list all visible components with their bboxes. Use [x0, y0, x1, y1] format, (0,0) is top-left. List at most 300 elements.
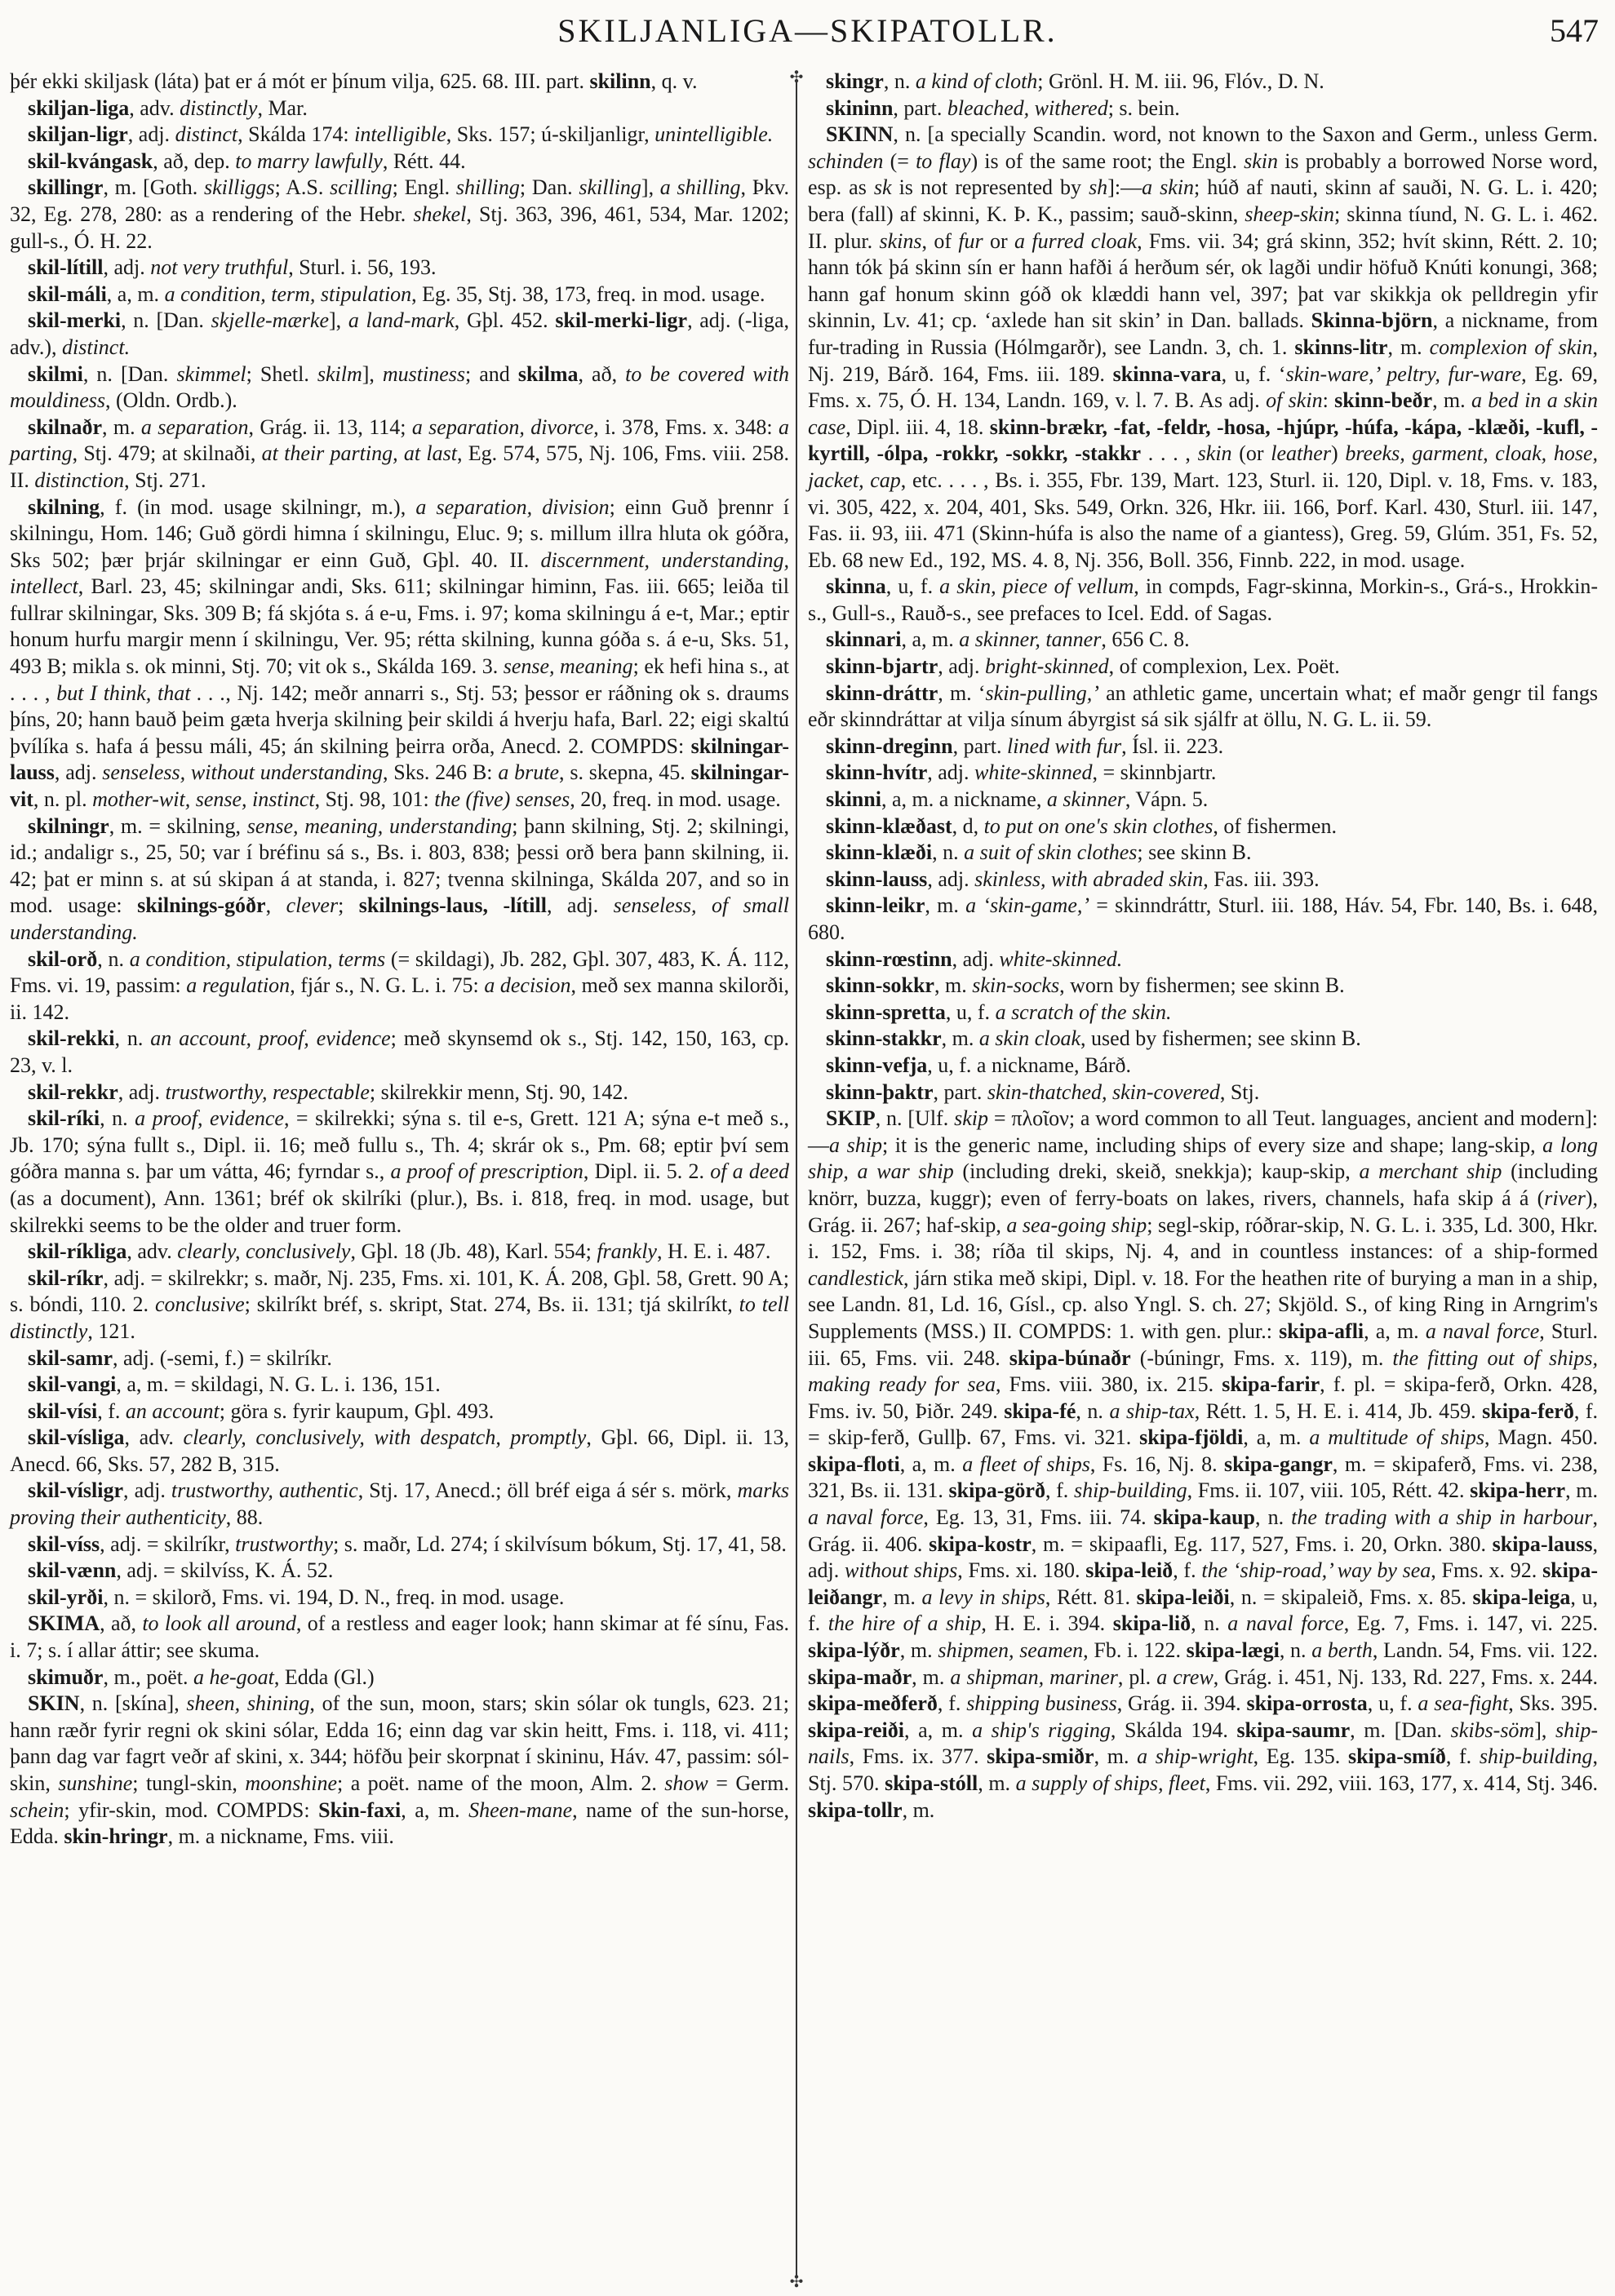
definition: a naval force [808, 1505, 924, 1530]
entry-text: , m. [882, 1585, 922, 1609]
headword: skin-hringr [64, 1824, 168, 1849]
headword: skinn-brækr, -fat, -feldr, -hosa, -hjúpr, -húfa, -kápa, -klæði, -kufl, -kyrtill, -ólpa, -rokkr, -sokkr, -stakkr [808, 414, 1598, 466]
entry-text: , 88. [225, 1505, 264, 1530]
headword: SKINN [826, 122, 894, 147]
headword: skil-samr [28, 1345, 113, 1370]
definition: a proof of prescription [390, 1159, 583, 1184]
dictionary-entry [10, 1106, 789, 1239]
headword: skilnings-góðr [137, 893, 266, 918]
definition: a kind of cloth [915, 69, 1038, 93]
entry-text: , adj. (-liga, adv.), [10, 308, 789, 359]
entry-text: , m. = skipaafli, Eg. 117, 527, Fms. i. 20, Orkn. 380. [1031, 1531, 1493, 1556]
definition: a separation [140, 414, 249, 439]
entry-text: , adv. [124, 1425, 184, 1450]
entry-text: is probably a borrowed Norse word, esp. as [808, 148, 1598, 200]
dictionary-entry [10, 1664, 789, 1691]
definition: the ‘ship-road,’ way by sea [1201, 1558, 1431, 1583]
entry-text: ; ek hefi hina s., at . . . , [10, 654, 789, 705]
entry-text: , Fms. xi. 180. [957, 1558, 1086, 1583]
entry-text: , n. [1255, 1505, 1292, 1530]
headword: skil-vísi [28, 1398, 98, 1423]
headword: skipa-farir [1222, 1372, 1320, 1397]
definition: a decision [484, 973, 571, 998]
entry-text: , Sturl. iii. 65, Fms. vii. 248. [808, 1319, 1598, 1370]
entry-text: , Fms. x. 92. [1431, 1558, 1543, 1583]
headword: skinn-stakkr [826, 1026, 942, 1051]
definition: a ship-wright [1137, 1744, 1253, 1769]
entry-text: , u, f. ‘ [1221, 361, 1286, 386]
definition: skin-ware,’ peltry, fur-ware [1285, 361, 1522, 386]
entry-text: ; einn Guð þrennr í skilningu, Hom. 146; Guð gördi himna í skilningu, Eluc. 9; s. millum illra hluta ok góðra, Sks 502; þær þrjár skilningar er einn Guð, Gþl. 40. II. [10, 494, 789, 572]
headword: skipa-fjöldi [1139, 1425, 1244, 1450]
definition: show [664, 1771, 708, 1795]
entry-text: ; and [465, 361, 518, 386]
definition: to put on one's skin clothes [983, 813, 1213, 838]
definition: unintelligible. [654, 122, 774, 147]
entry-text: , m. [102, 414, 141, 439]
headword: skil-vísligr [28, 1478, 124, 1503]
entry-text: , m. ‘ [938, 680, 986, 705]
entry-text: , adj. [546, 893, 614, 918]
right-column [808, 69, 1598, 1824]
entry-text: , a, m. = skildagi, N. G. L. i. 136, 151. [116, 1372, 441, 1397]
definition: a naval force [1425, 1319, 1540, 1343]
entry-text: , part. [933, 1079, 987, 1104]
definition: river [1544, 1186, 1586, 1210]
dictionary-entry [10, 122, 789, 148]
entry-text: ; Dan. [519, 175, 579, 200]
entry-text: , m. [925, 893, 966, 918]
entry-text: , Mar. [257, 95, 308, 120]
definition: candlestick [808, 1265, 903, 1290]
entry-text: , a, m. [106, 281, 165, 306]
entry-text: , u, f. a nickname, Bárð. [927, 1053, 1132, 1077]
entry-text: , m. = skilning, [109, 813, 247, 838]
entry-text: , f. [1173, 1558, 1202, 1583]
entry-text: , adv. [129, 95, 180, 120]
entry-text: , adj. (-semi, f.) = skilríkr. [113, 1345, 332, 1370]
headword: skil-lítill [28, 255, 104, 280]
definition: without ships [845, 1558, 958, 1583]
entry-text: ; Engl. [392, 175, 456, 200]
headword: skilnings-laus, -lítill [358, 893, 547, 918]
entry-text: ; þann skilning, Stj. 2; skilningi, id.; andaligr s., 25, 50; var í bréfinu sá s., Bs. i. 803, 838; þessi orð bera þann skilning, ii. 42; þat er minn s. at sú skipan á at standa, i. 827; tvenna skilninga, Skálda 207, and so in mod. usage: [10, 813, 789, 918]
entry-text: or [983, 228, 1015, 253]
headword: skinn-beðr [1334, 388, 1433, 413]
column-divider [796, 82, 797, 2276]
definition: shipping business [966, 1691, 1117, 1716]
headword: skipa-tollr [808, 1797, 903, 1822]
entry-text: , part. [893, 95, 947, 120]
headword: skipa-gangr [1223, 1452, 1333, 1476]
definition: bright-skinned [985, 654, 1109, 679]
definition: sunshine [58, 1771, 133, 1795]
headword: skipa-leiðangr [808, 1558, 1598, 1609]
entry-text: , adj. [118, 1079, 166, 1104]
entry-text: ; it is the generic name, including ships of every size and shape; lang-skip, [881, 1132, 1543, 1157]
definition: the (five) senses [434, 787, 570, 812]
definition: a fleet of ships [962, 1452, 1090, 1476]
entry-text: , n. [1191, 1611, 1228, 1636]
definition: a naval force [1227, 1611, 1344, 1636]
headword: skinn-dreginn [826, 734, 953, 758]
entry-text: , m. [912, 1664, 951, 1689]
headword: skinnari [826, 627, 902, 652]
entry-text: , [265, 893, 286, 918]
dictionary-entry [808, 1053, 1598, 1079]
definition: a sea-fight [1418, 1691, 1509, 1716]
dictionary-entry [10, 281, 789, 308]
entry-text: , Edda (Gl.) [273, 1664, 375, 1689]
entry-text: , m. = skipaferð, Fms. vi. 238, 321, Bs. ii. 131. [808, 1452, 1599, 1503]
entry-text: , Stj. 363, 396, 461, 534, Mar. 1202; gull-s., Ó. H. 22. [10, 202, 789, 253]
entry-text: , u, f. [885, 574, 940, 599]
dictionary-entry [10, 361, 789, 414]
entry-text: , f. [937, 1691, 967, 1716]
entry-text: : [1322, 388, 1335, 413]
entry-text: , adj. [938, 654, 986, 679]
headword: skilningar-vit [10, 760, 789, 812]
entry-text: ; segl-skip, róðrar-skip, N. G. L. i. 335, Ld. 300, Hkr. i. 152, Fms. i. 38; ríða til skips, Nj. 4, and in countless instances: of a ship-formed [808, 1212, 1598, 1264]
headword: skil-máli [28, 281, 107, 306]
headword: skinn-klæðast [826, 813, 952, 838]
definition: distinction [34, 468, 125, 492]
definition: shekel [413, 202, 467, 226]
entry-text: , u, f. [945, 1000, 996, 1024]
entry-text: ; Shetl. [246, 361, 317, 386]
entry-text: ; s. maðr, Ld. 274; í skilvísum bókum, Stj. 17, 41, 58. [333, 1531, 787, 1556]
divider-ornament-bottom-icon: ✣ [789, 2273, 804, 2291]
entry-text: , Fms. vii. 292, viii. 163, 177, x. 414, Stj. 346. [1205, 1771, 1598, 1795]
entry-text: is not represented by [891, 175, 1089, 200]
entry-text: , að, [578, 361, 626, 386]
definition: lined with fur [1007, 734, 1122, 758]
definition: a sea-going ship [1006, 1212, 1147, 1237]
definition: clever [286, 893, 339, 918]
entry-text: ), Grág. ii. 267; haf-skip, [808, 1186, 1598, 1237]
entry-text: , etc. . . . , Bs. i. 355, Fbr. 139, Mart. 123, Sturl. ii. 120, Dipl. v. 18, Fms. v. 183, vi. 305, 422, x. 204, 401, Sks. 549, Orkn. 326, Hkr. iii. 166, Þorf. Karl. 430, Sturl. iii. 147, Fas. ii. 93, iii. 471 (Skinn-húfa is also the name of a giantess), Greg. 59, Glúm. 351, Fs. 52, Eb. 68 new Ed., 192, MS. 4. 8, Nj. 356, Boll. 356, Finnb. 222, in mod. usage. [808, 468, 1599, 572]
definition: clearly, conclusively [177, 1239, 351, 1264]
dictionary-entry [808, 69, 1598, 95]
definition: a separation, division [415, 494, 610, 519]
dictionary-entry [808, 627, 1598, 654]
dictionary-entry [10, 1372, 789, 1398]
definition: skilliggs [203, 175, 275, 200]
entry-text: , a, m. [1364, 1319, 1426, 1343]
definition: bleached, withered [947, 95, 1108, 120]
headword: skipa-lauss [1492, 1531, 1593, 1556]
entry-text: , m. [899, 1638, 938, 1663]
headword: SKIN [28, 1691, 80, 1716]
entry-text: , n. [97, 946, 130, 971]
dictionary-entry [808, 574, 1598, 627]
definition: senseless, of small understanding. [10, 893, 789, 944]
headword: skilningr [28, 813, 109, 838]
definition: Sheen-mane [468, 1797, 573, 1822]
dictionary-entry [10, 1558, 789, 1585]
headword: SKIMA [28, 1611, 100, 1636]
definition: mustiness [382, 361, 466, 386]
dictionary-entry [10, 1026, 789, 1079]
definition: ship-nails [808, 1718, 1598, 1769]
dictionary-entry [808, 680, 1598, 734]
headword: skipa-meðferð [808, 1691, 938, 1716]
headword: skil-merki-ligr [555, 308, 688, 333]
entry-text: , Gþl. 18 (Jb. 48), Karl. 554; [350, 1239, 597, 1264]
dictionary-entry [808, 973, 1598, 1000]
entry-text: , H. E. i. 487. [656, 1239, 771, 1264]
headword: skipa-kostr [929, 1531, 1032, 1556]
entry-text: , Gþl. 66, Dipl. ii. 13, Anecd. 66, Sks. 57, 282 B, 315. [10, 1425, 790, 1476]
headword: skipa-reiði [808, 1718, 904, 1742]
definition: scilling [330, 175, 393, 200]
entry-text: ]:— [1107, 175, 1142, 200]
entry-text: , Magn. 450. [1484, 1425, 1598, 1450]
entry-text: = Germ. [708, 1771, 790, 1795]
definition: a skinner [1046, 787, 1125, 812]
headword: skilma [517, 361, 579, 386]
definition: skinless, with abraded skin [974, 867, 1204, 891]
entry-text: , með sex manna skilorði, ii. 142. [10, 973, 789, 1024]
entry-text: , d, [952, 813, 984, 838]
headword: skinn-vefja [826, 1053, 928, 1077]
definition: the hire of a ship [827, 1611, 982, 1636]
dictionary-entry [808, 1000, 1598, 1026]
headword: skipa-herr [1470, 1478, 1566, 1503]
entry-text: , n. [1076, 1398, 1110, 1423]
dictionary-entry [808, 1026, 1598, 1053]
dictionary-entry [10, 148, 789, 175]
entry-text: , = skilrekki; sýna s. til e-s, Grett. 121 A; sýna e-t með s., Jb. 170; sýna fullt s., Dipl. ii. 16; með fullu s., Th. 4; skrár ok s., Pm. 68; eptir því sem góðra manna s. þar um vátta, 46; fyrndar s., [10, 1106, 789, 1184]
entry-text: , of [921, 228, 959, 253]
entry-text: , H. E. i. 394. [981, 1611, 1113, 1636]
headword: skipa-fé [1004, 1398, 1076, 1423]
definition: skin-socks [972, 973, 1060, 998]
entry-text: , u, f. [1367, 1691, 1418, 1716]
definition: intelligible [354, 122, 446, 147]
entry-text: , f. = skip-ferð, Gullþ. 67, Fms. vi. 321. [808, 1398, 1598, 1450]
entry-text: , að, [100, 1611, 143, 1636]
definition: a berth [1311, 1638, 1373, 1663]
headword: skipa-leiði [1136, 1585, 1230, 1609]
headword: skil-rekkr [28, 1079, 118, 1104]
entry-text: , 20, freq. in mod. usage. [570, 787, 781, 812]
definition: sheep-skin [1245, 202, 1335, 226]
definition: white-skinned [974, 760, 1093, 785]
dictionary-entry [808, 1106, 1598, 1824]
entry-text: , part. [952, 734, 1008, 758]
headword: skinn-spretta [826, 1000, 946, 1024]
dictionary-entry [10, 1079, 789, 1106]
entry-text: , Eg. 574, 575, Nj. 106, Fms. viii. 258. II. [10, 441, 789, 492]
entry-text: , Grág. i. 451, Nj. 133, Rd. 227, Fms. x. 244. [1213, 1664, 1598, 1689]
headword: skipa-leið [1085, 1558, 1174, 1583]
entry-text: ) [1330, 441, 1346, 466]
entry-text: , Fb. i. 122. [1083, 1638, 1187, 1663]
headword: skinn-hvítr [826, 760, 928, 785]
entry-text: , m. [1387, 335, 1430, 359]
definition: to marry lawfully [235, 148, 383, 173]
entry-text: , Stj. 98, 101: [314, 787, 435, 812]
entry-text: ; með skynsemd ok s., Stj. 142, 150, 163, cp. 23, v. l. [10, 1026, 789, 1077]
definition: a proof, evidence [135, 1106, 284, 1131]
entry-text: , m. [934, 973, 973, 998]
entry-text: , adj. = skilrekkr; s. maðr, Nj. 235, Fms. xi. 101, K. Á. 208, Gþl. 58, Grett. 90 A; s. bóndi, 110. 2. [10, 1265, 789, 1317]
entry-text: , fjár s., N. G. L. i. 75: [290, 973, 485, 998]
entry-text: , adj. [952, 946, 1000, 971]
entry-text: , Stj. 17, Anecd.; öll bréf eiga á sér s. mörk, [357, 1478, 738, 1503]
definition: schinden [808, 148, 884, 173]
headword: skil-víss [28, 1531, 100, 1556]
definition: ship-building [1073, 1478, 1187, 1503]
definition: skin-pulling,’ [985, 680, 1099, 705]
headword: skinn-klæði [826, 840, 933, 865]
definition: ship-building [1479, 1744, 1593, 1769]
headword: skipa-lið [1112, 1611, 1191, 1636]
entry-text: , n. pl. [33, 787, 93, 812]
definition: a he-goat [193, 1664, 274, 1689]
entry-text: , Þkv. 32, Eg. 278, 280: as a rendering of the Hebr. [10, 175, 789, 226]
definition: trustworthy, respectable [165, 1079, 370, 1104]
definition: skins [879, 228, 922, 253]
dictionary-entry [10, 308, 789, 361]
entry-text: , n. [932, 840, 965, 865]
headword: skilmi [28, 361, 83, 386]
entry-text: , m. a nickname, Fms. viii. [167, 1824, 394, 1849]
headword: skil-yrði [28, 1585, 104, 1609]
definition: fur [958, 228, 983, 253]
headword: Skinna-björn [1311, 308, 1433, 333]
entry-text: , Fs. 16, Nj. 8. [1089, 1452, 1224, 1476]
headword: Skin-faxi [318, 1797, 402, 1822]
definition: a parting [10, 414, 789, 466]
definition: a land-mark [348, 308, 455, 333]
definition: skin-thatched, skin-covered [987, 1079, 1220, 1104]
entry-text: , að, dep. [153, 148, 236, 173]
definition: mother-wit, sense, instinct [92, 787, 315, 812]
definition: sense, meaning [503, 654, 633, 679]
entry-text: , Sturl. i. 56, 193. [288, 255, 437, 280]
definition: trustworthy, authentic [171, 1478, 358, 1503]
dictionary-entry [808, 1079, 1598, 1106]
entry-text: þér ekki skiljask (láta) þat er á mót er þínum vilja, 625. 68. III. part. [10, 69, 590, 93]
entry-text: , Landn. 54, Fms. vii. 122. [1372, 1638, 1599, 1663]
entry-text: , Nj. 219, Bárð. 164, Fms. iii. 189. [808, 335, 1598, 386]
headword: skipa-stóll [885, 1771, 978, 1795]
entry-text: , Eg. 13, 31, Fms. iii. 74. [923, 1505, 1154, 1530]
headword: skipa-leiga [1472, 1585, 1571, 1609]
entry-text: , n. [skína], [79, 1691, 187, 1716]
entry-text: , m. [Goth. [103, 175, 204, 200]
entry-text: , Stj. 570. [808, 1744, 1598, 1795]
definition: trustworthy [235, 1531, 334, 1556]
definition: a condition, term, stipulation [164, 281, 412, 306]
entry-text: (or [1231, 441, 1271, 466]
entry-text: , m. [978, 1771, 1016, 1795]
headword: skipa-lýðr [808, 1638, 900, 1663]
entry-text: ; skilrekkir menn, Stj. 90, 142. [369, 1079, 628, 1104]
headword: skinna-vara [1112, 361, 1222, 386]
entry-text: , Grág. ii. 13, 114; [248, 414, 412, 439]
entry-text: , Fms. vii. 34; grá skinn, 352; hvít skinn, Rétt. 2. 10; hann tók þá skinn sín er hann hafði á herðum sér, ok lagði undir höfuð Knúti konungi, 368; hann gaf honum skinn góð ok klæddi hann vel, 397; þat var skikkja ok pelldregin yfir skinnin, Lv. 41; cp. ‘axlede han sit skin’ in Dan. ballads. [808, 228, 1598, 333]
definition: a crew [1156, 1664, 1213, 1689]
definition: a shilling [659, 175, 741, 200]
definition: skin [1197, 441, 1232, 466]
entry-text: , Ísl. ii. 223. [1121, 734, 1224, 758]
entry-text: , n. [100, 1106, 135, 1131]
definition: the trading with a ship in harbour [1291, 1505, 1593, 1530]
definition: skip [954, 1106, 988, 1131]
definition: sk [873, 175, 892, 200]
definition: an account [125, 1398, 220, 1423]
entry-text: , Dipl. ii. 5. 2. [583, 1159, 711, 1184]
entry-text: ; Grönl. H. M. iii. 96, Flóv., D. N. [1037, 69, 1324, 93]
dictionary-entry [808, 122, 1598, 574]
definition: to tell distinctly [10, 1292, 789, 1343]
entry-text: (-búningr, Fms. x. 119), m. [1130, 1345, 1393, 1370]
dictionary-entry [10, 494, 789, 813]
entry-text: ], [641, 175, 660, 200]
definition: shipmen, seamen [938, 1638, 1084, 1663]
entry-text: , Fas. iii. 393. [1203, 867, 1320, 891]
dictionary-entry [808, 867, 1598, 893]
headword: skil-ríkr [28, 1265, 104, 1290]
entry-text: , n. = skipaleið, Fms. x. 85. [1229, 1585, 1473, 1609]
entry-text: , n. [114, 1026, 151, 1051]
entry-text: , m. [Dan. [1350, 1718, 1451, 1742]
entry-text: , f. pl. = skipa-ferð, Orkn. 428, Fms. iv. 50, Þiðr. 249. [808, 1372, 1598, 1423]
definition: a shipman, mariner [950, 1664, 1118, 1689]
definition: complexion of skin [1429, 335, 1593, 359]
entry-text: , a, m. [903, 1718, 973, 1742]
entry-text: , Gþl. 452. [454, 308, 556, 333]
headword: skipa-kaup [1153, 1505, 1256, 1530]
entry-text: (= skildagi), Jb. 282, Gþl. 307, 483, K. Á. 112, Fms. vi. 19, passim: [10, 946, 789, 998]
entry-text: , used by fishermen; see skinn B. [1080, 1026, 1361, 1051]
definition: a skin cloak [978, 1026, 1081, 1051]
headword: SKIP [826, 1106, 876, 1131]
headword: skipa-smiðr [987, 1744, 1094, 1769]
dictionary-entry [10, 414, 789, 494]
headword: skipa-floti [808, 1452, 900, 1476]
entry-text: , u, f. [808, 1585, 1598, 1636]
entry-text: , 121. [87, 1319, 135, 1343]
entry-text: , 656 C. 8. [1101, 627, 1190, 652]
headword: skil-vangi [28, 1372, 117, 1397]
definition: a skinner, tanner [959, 627, 1102, 652]
headword: skipa-ferð [1482, 1398, 1574, 1423]
definition: a scratch of the skin. [995, 1000, 1172, 1024]
dictionary-entry [10, 1585, 789, 1611]
entry-text: , m. [902, 1797, 935, 1822]
headword: skinns-litr [1294, 335, 1388, 359]
headword: skipa-orrosta [1246, 1691, 1368, 1716]
entry-text: ; skinna tíund, N. G. L. i. 462. II. plur. [808, 202, 1598, 253]
entry-text: , Fms. ii. 107, viii. 105, Rétt. 42. [1187, 1478, 1471, 1503]
entry-text: , n. [Dan. [121, 308, 211, 333]
definition: moonshine [245, 1771, 338, 1795]
entry-text: ], [328, 308, 348, 333]
dictionary-entry [10, 946, 789, 1026]
definition: a separation, divorce [411, 414, 594, 439]
definition: a ship-tax [1109, 1398, 1195, 1423]
entry-text: , = skinnbjartr. [1092, 760, 1217, 785]
headword: skinni [826, 787, 881, 812]
dictionary-entry [10, 1239, 789, 1265]
entry-text: ], [1534, 1718, 1555, 1742]
entry-text: (= [883, 148, 916, 173]
definition: a ship [829, 1132, 882, 1157]
